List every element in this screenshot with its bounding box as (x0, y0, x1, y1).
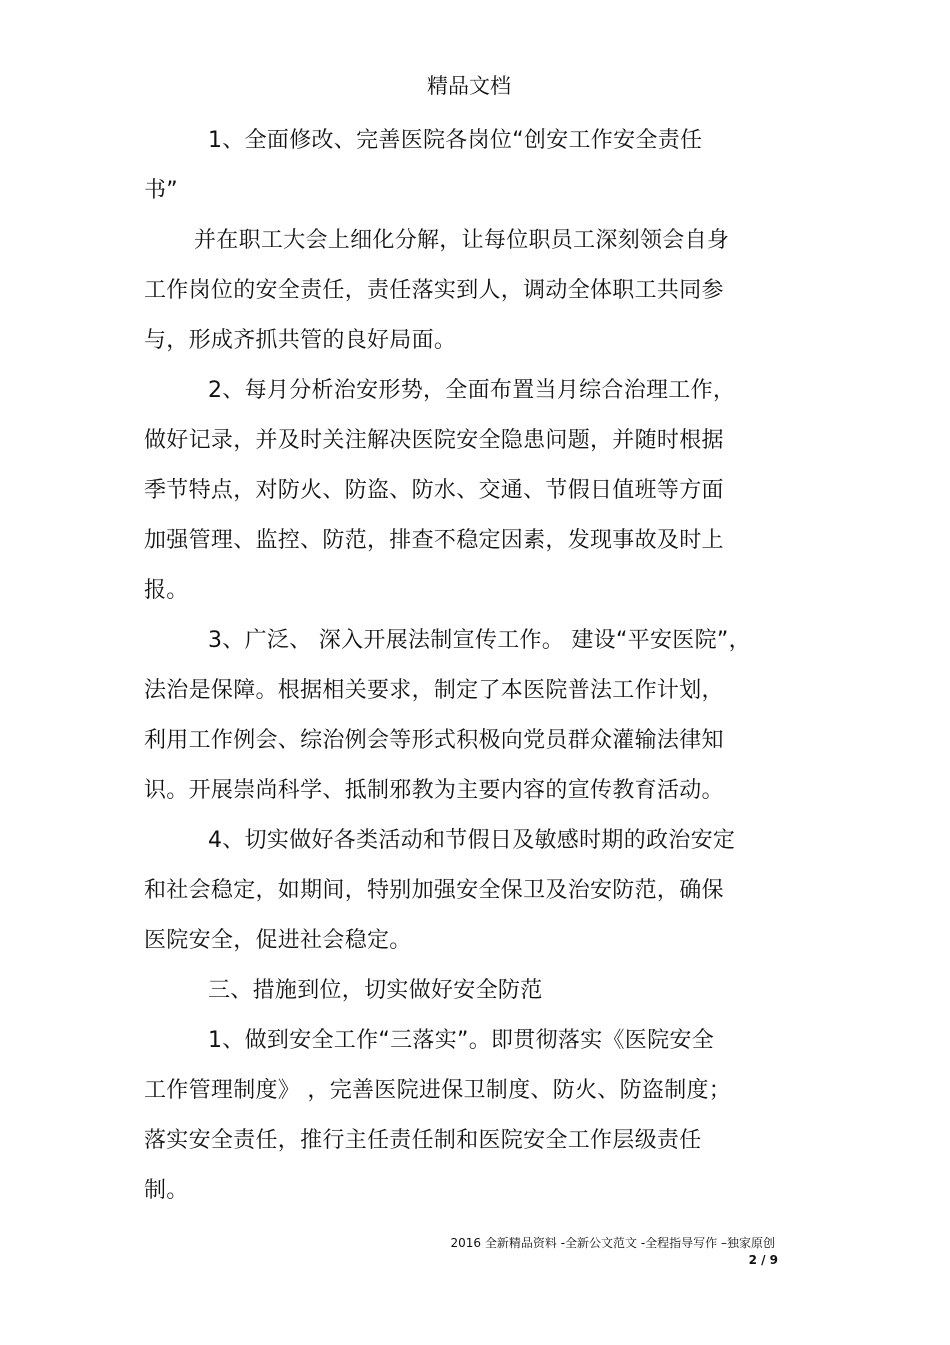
text-line: 并在职工大会上细化分解，让每位职员工深刻领会自身 (194, 228, 730, 253)
text-line: 与，形成齐抓共管的良好局面。 (144, 328, 457, 353)
text-line: 法治是保障。根据相关要求，制定了本医院普法工作计划， (144, 678, 724, 703)
text-line: 做好记录，并及时关注解决医院安全隐患问题，并随时根据 (144, 428, 724, 453)
text-line: 季节特点，对防火、防盗、防水、交通、节假日值班等方面 (144, 478, 724, 503)
text-line: 利用工作例会、综治例会等形式积极向党员群众灌输法律知 (144, 728, 724, 753)
text-line: 1、做到安全工作“三落实”。即贯彻落实《医院安全 (208, 1028, 714, 1053)
text-line: 加强管理、监控、防范，排查不稳定因素，发现事故及时上 (144, 528, 724, 553)
text-line: 识。开展崇尚科学、抵制邪教为主要内容的宣传教育活动。 (144, 778, 724, 803)
text-line: 1、全面修改、完善医院各岗位“创安工作安全责任 (208, 128, 703, 153)
page-header-title: 精品文档 (427, 74, 511, 98)
text-line: 和社会稳定，如期间，特别加强安全保卫及治安防范，确保 (144, 878, 724, 903)
section-heading: 三、措施到位，切实做好安全防范 (208, 978, 543, 1003)
text-line: 报。 (144, 578, 189, 603)
text-line: 2、每月分析治安形势，全面布置当月综合治理工作， (208, 378, 736, 403)
text-line: 工作管理制度》 ，完善医院进保卫制度、防火、防盗制度； (144, 1078, 732, 1103)
page-number: 2 / 9 (748, 1253, 778, 1267)
text-line: 工作岗位的安全责任，责任落实到人，调动全体职工共同参 (144, 278, 724, 303)
text-line: 3、广泛、 深入开展法制宣传工作。 建设“平安医院”， (208, 628, 751, 653)
footer-note: 2016 全新精品资料 -全新公文范文 -全程指导写作 –独家原创 (450, 1236, 775, 1250)
text-line: 制。 (144, 1178, 189, 1203)
text-line: 书” (144, 178, 178, 203)
text-line: 医院安全，促进社会稳定。 (144, 928, 412, 953)
text-line: 落实安全责任，推行主任责任制和医院安全工作层级责任 (144, 1128, 702, 1153)
text-line: 4、切实做好各类活动和节假日及敏感时期的政治安定 (208, 828, 736, 853)
